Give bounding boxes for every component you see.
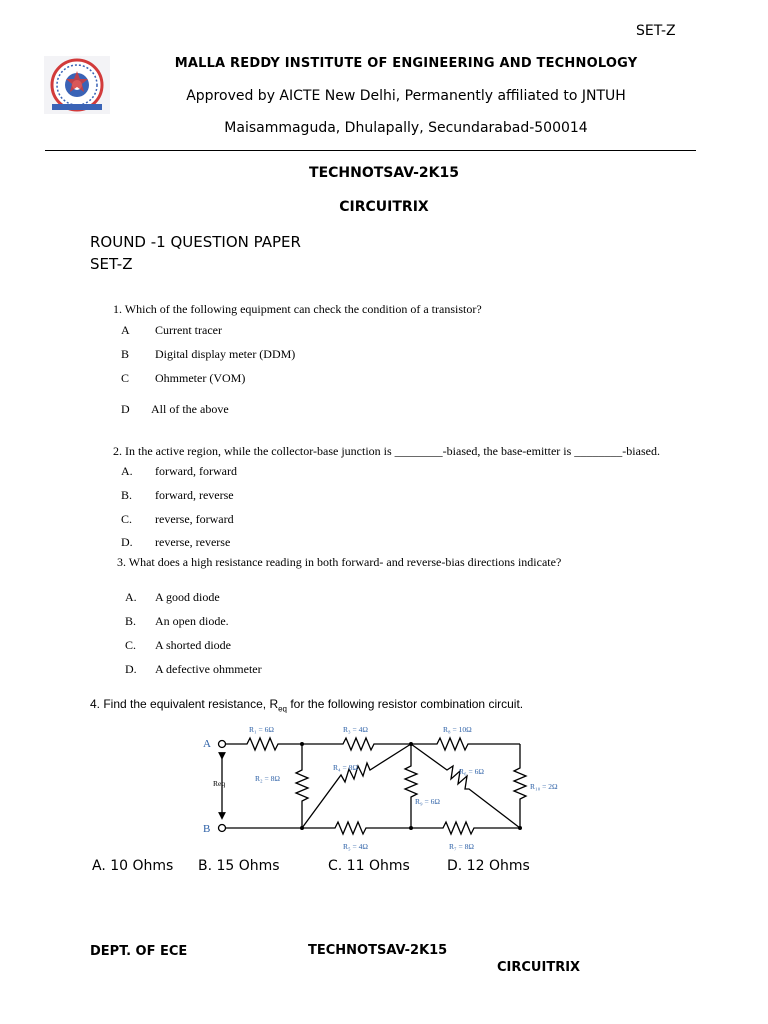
q4-answer-b: B. 15 Ohms bbox=[198, 858, 280, 874]
q1-option-c-label: C bbox=[121, 371, 130, 385]
q3-option-c-text: A shorted diode bbox=[155, 638, 231, 652]
q1-option-d-text: All of the above bbox=[151, 402, 229, 416]
paper-title: ROUND -1 QUESTION PAPER bbox=[90, 233, 301, 251]
terminal-b bbox=[219, 825, 226, 832]
q1-option-d-label: D bbox=[121, 402, 130, 416]
q2-option-c-label: C. bbox=[121, 512, 133, 526]
address-line: Maisammaguda, Dhulapally, Secundarabad-500014 bbox=[224, 120, 588, 136]
q4-answer-a: A. 10 Ohms bbox=[92, 858, 174, 874]
q4-text-before: 4. Find the equivalent resistance, R bbox=[90, 697, 279, 711]
question-1: 1. Which of the following equipment can check the condition of a transistor? bbox=[113, 302, 482, 316]
req-label: Req bbox=[213, 779, 226, 788]
footer-circuitrix: CIRCUITRIX bbox=[497, 960, 581, 975]
q3-option-d-label: D. bbox=[125, 662, 137, 676]
q3-option-a-text: A good diode bbox=[155, 590, 220, 604]
r2-branch bbox=[296, 744, 308, 828]
paper-set: SET-Z bbox=[90, 255, 133, 273]
q3-option-b-text: An open diode. bbox=[155, 614, 229, 628]
institute-name: MALLA REDDY INSTITUTE OF ENGINEERING AND TECHNOLOGY bbox=[174, 56, 638, 71]
node-b-label: B bbox=[203, 823, 211, 835]
q2-option-b-text: forward, reverse bbox=[155, 488, 234, 502]
q2-option-b-label: B. bbox=[121, 488, 133, 502]
q4-answer-c: C. 11 Ohms bbox=[328, 858, 410, 874]
question-4 bbox=[90, 697, 523, 713]
q1-option-a-text: Current tracer bbox=[155, 323, 222, 337]
r4-branch bbox=[302, 744, 411, 828]
q3-option-a-label: A. bbox=[125, 590, 137, 604]
top-branch bbox=[226, 738, 521, 750]
q2-option-c-text: reverse, forward bbox=[155, 512, 234, 526]
q2-option-d-text: reverse, reverse bbox=[155, 535, 231, 549]
r2-label: R₂ = 8Ω bbox=[255, 774, 280, 783]
bottom-branch bbox=[226, 822, 521, 834]
approval-line: Approved by AICTE New Delhi, Permanently affiliated to JNTUH bbox=[186, 88, 626, 104]
q4-subscript: eq bbox=[278, 704, 288, 714]
r8-label: R₈ = 10Ω bbox=[443, 725, 472, 734]
q1-option-a-label: A bbox=[121, 323, 130, 337]
r3-label: R₃ = 4Ω bbox=[343, 725, 368, 734]
q4-text-after: for the following resistor combination circuit. bbox=[287, 697, 524, 711]
footer-dept: DEPT. OF ECE bbox=[90, 944, 188, 959]
r9-label: R₉ = 6Ω bbox=[415, 797, 440, 806]
r9-branch bbox=[405, 744, 417, 828]
r10-branch bbox=[514, 744, 526, 828]
r6-label: R₆ = 6Ω bbox=[459, 767, 484, 776]
r6-branch bbox=[411, 744, 520, 828]
q2-option-a-label: A. bbox=[121, 464, 133, 478]
question-2: 2. In the active region, while the collector-base junction is ________-biased, the base-emitter is ________-biased. bbox=[113, 444, 660, 458]
event-subtitle: CIRCUITRIX bbox=[339, 199, 429, 215]
q3-option-d-text: A defective ohmmeter bbox=[155, 662, 262, 676]
terminal-a bbox=[219, 741, 226, 748]
question-3: 3. What does a high resistance reading in both forward- and reverse-bias directions indicate? bbox=[117, 555, 562, 569]
header-divider bbox=[45, 150, 696, 151]
q2-option-a-text: forward, forward bbox=[155, 464, 237, 478]
q2-option-d-label: D. bbox=[121, 535, 133, 549]
r4-label: R₄ = 8Ω bbox=[333, 763, 358, 772]
q1-option-c-text: Ohmmeter (VOM) bbox=[155, 371, 246, 385]
r1-label: R₁ = 6Ω bbox=[249, 725, 274, 734]
resistor-circuit bbox=[185, 720, 575, 855]
q1-option-b-text: Digital display meter (DDM) bbox=[155, 347, 296, 361]
r5-label: R₅ = 4Ω bbox=[343, 842, 368, 851]
r10-label: R₁₀ = 2Ω bbox=[530, 782, 558, 791]
q3-option-c-label: C. bbox=[125, 638, 137, 652]
q3-option-b-label: B. bbox=[125, 614, 137, 628]
set-label: SET-Z bbox=[636, 23, 676, 39]
node-a-label: A bbox=[203, 738, 211, 750]
q1-option-b-label: B bbox=[121, 347, 130, 361]
q4-answer-d: D. 12 Ohms bbox=[447, 858, 530, 874]
r7-label: R₇ = 8Ω bbox=[449, 842, 474, 851]
footer-event: TECHNOTSAV-2K15 bbox=[308, 943, 448, 958]
event-title: TECHNOTSAV-2K15 bbox=[309, 165, 459, 181]
